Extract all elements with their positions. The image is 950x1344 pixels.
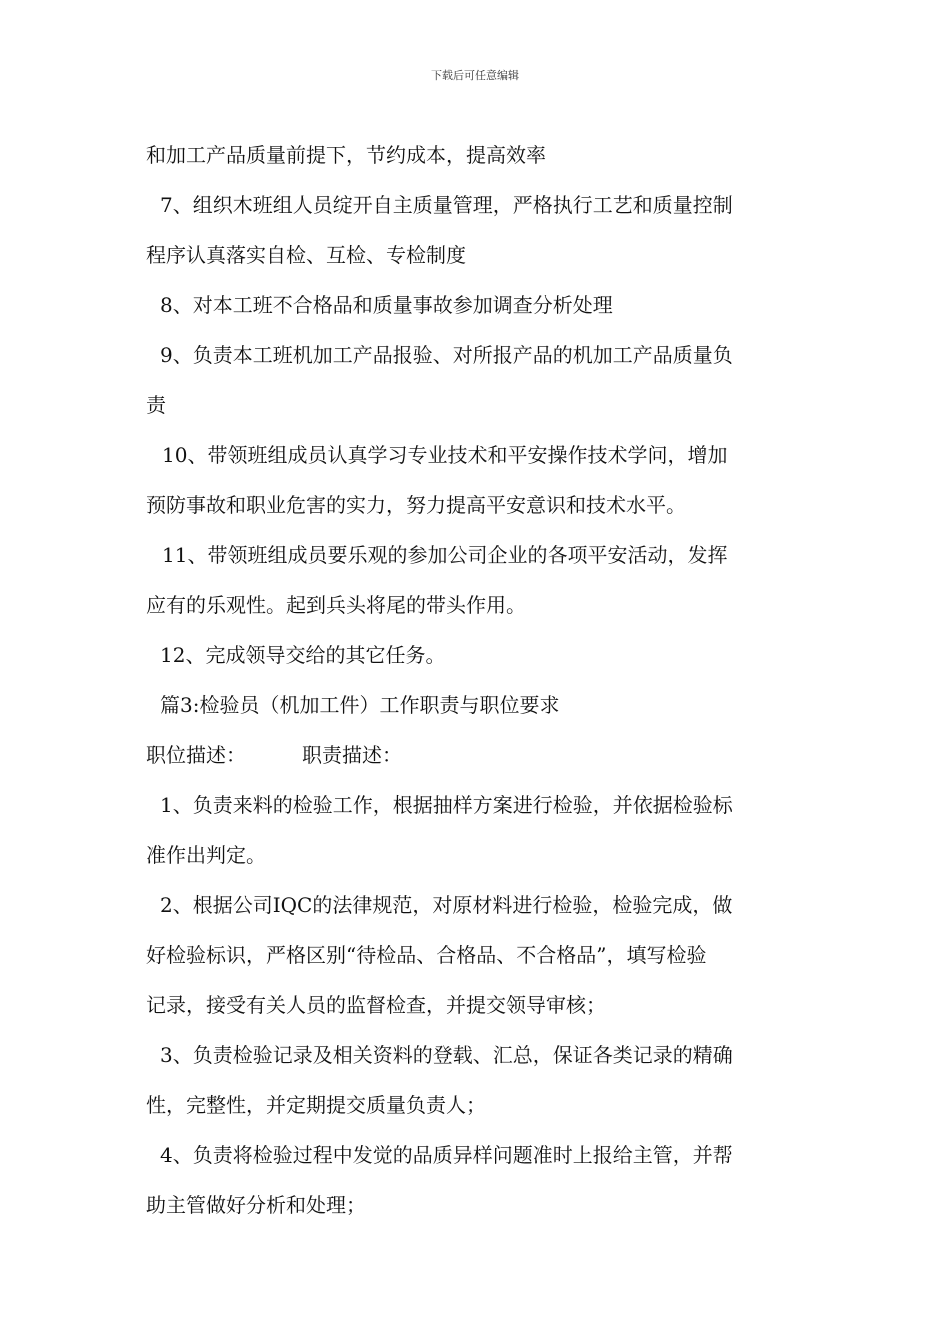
document-body <box>146 130 816 1230</box>
paragraph-line: 责 <box>146 393 166 417</box>
section-heading: 篇3:检验员（机加工件）工作职责与职位要求 <box>160 693 560 717</box>
paragraph-line: 9、负责本工班机加工产品报验、对所报产品的机加工产品质量负 <box>160 343 733 367</box>
paragraph-line: 程序认真落实自检、互检、专检制度 <box>146 243 466 267</box>
paragraph-line: 3、负责检验记录及相关资料的登载、汇总，保证各类记录的精确 <box>160 1043 733 1067</box>
paragraph-line: 1、负责来料的检验工作，根据抽样方案进行检验，并依据检验标 <box>160 793 733 817</box>
paragraph-line: 准作出判定。 <box>146 843 266 867</box>
duty-description-label: 职责描述： <box>302 743 402 767</box>
paragraph-line: 预防事故和职业危害的实力，努力提高平安意识和技术水平。 <box>146 493 686 517</box>
paragraph-line: 4、负责将检验过程中发觉的品质异样问题准时上报给主管，并帮 <box>160 1143 733 1167</box>
page-header: 下载后可任意编辑 <box>431 69 519 82</box>
paragraph-line: 10、带领班组成员认真学习专业技术和平安操作技术学问，增加 <box>162 443 728 467</box>
paragraph-line: 应有的乐观性。起到兵头将尾的带头作用。 <box>146 593 526 617</box>
paragraph-line: 12、完成领导交给的其它任务。 <box>160 643 446 667</box>
paragraph-line: 8、对本工班不合格品和质量事故参加调查分析处理 <box>160 293 613 317</box>
paragraph-line: 2、根据公司IQC的法律规范，对原材料进行检验，检验完成，做 <box>160 893 733 917</box>
paragraph-line: 11、带领班组成员要乐观的参加公司企业的各项平安活动，发挥 <box>162 543 728 567</box>
position-description-label: 职位描述： <box>146 743 246 767</box>
paragraph-line: 好检验标识，严格区别“待检品、合格品、不合格品”，填写检验 <box>146 943 707 967</box>
paragraph-line: 记录，接受有关人员的监督检查，并提交领导审核； <box>146 993 606 1017</box>
paragraph-line: 助主管做好分析和处理； <box>146 1193 366 1217</box>
paragraph-line: 7、组织木班组人员绽开自主质量管理，严格执行工艺和质量控制 <box>160 193 733 217</box>
paragraph-line: 性，完整性，并定期提交质量负责人； <box>146 1093 486 1117</box>
position-row <box>146 730 816 780</box>
paragraph-line: 和加工产品质量前提下，节约成本，提高效率 <box>146 143 546 167</box>
